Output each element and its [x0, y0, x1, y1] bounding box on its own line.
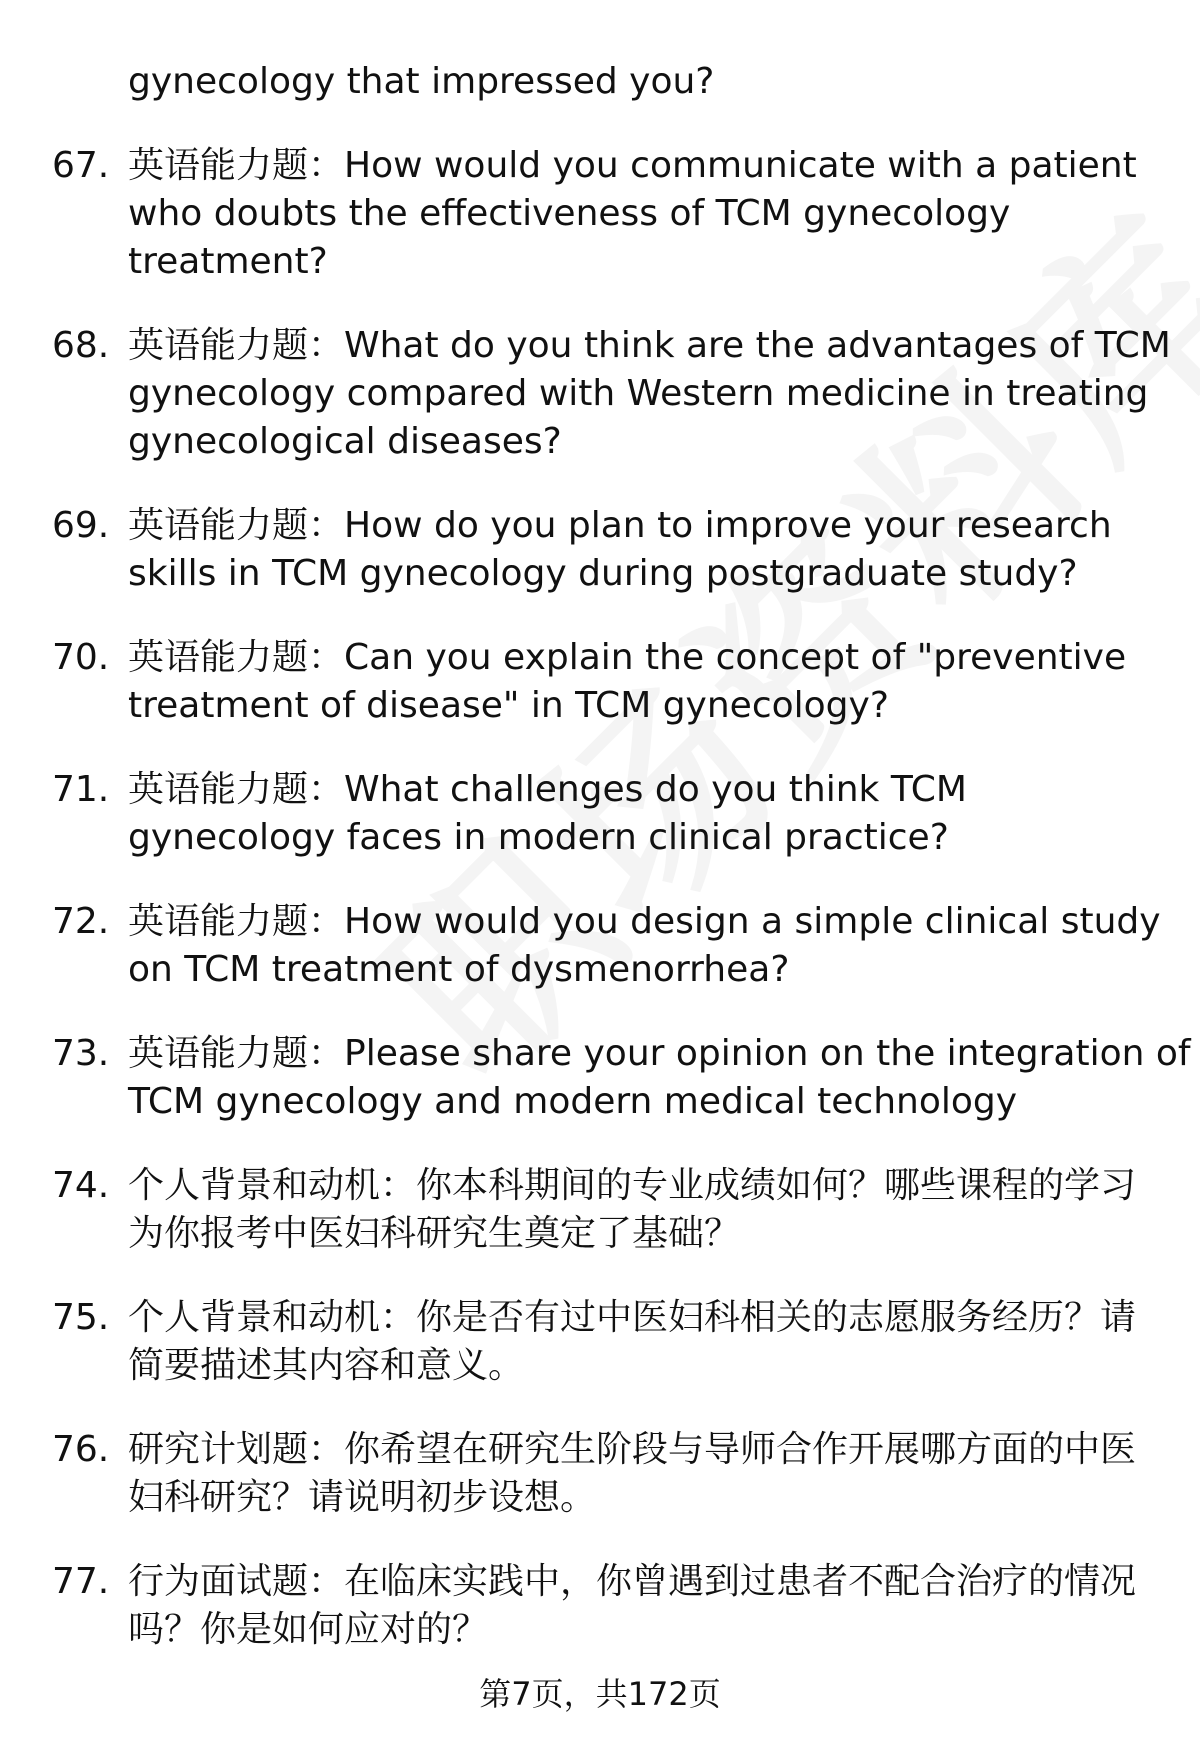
question-line: who doubts the effectiveness of TCM gynecology: [128, 193, 1011, 234]
page-footer: 第7页，共172页: [479, 1675, 721, 1713]
question-text: [128, 1426, 1168, 1522]
question-line: 吗？你是如何应对的？: [128, 1609, 489, 1650]
question-number: 76.: [52, 1429, 110, 1470]
question-line: 英语能力题：Please share your opinion on the integration of: [128, 1033, 1191, 1074]
question-line: TCM gynecology and modern medical technology: [128, 1081, 1018, 1122]
question-text: [128, 322, 1171, 466]
question-line: 研究计划题：你希望在研究生阶段与导师合作开展哪方面的中医: [128, 1429, 1137, 1470]
question-number: 75.: [52, 1297, 110, 1338]
question-text: [128, 1162, 1168, 1258]
question-line: 英语能力题：How would you communicate with a patient: [128, 145, 1137, 186]
question-number: 71.: [52, 769, 110, 810]
question-text: [128, 1558, 1168, 1654]
question-line: 英语能力题：Can you explain the concept of "preventive: [128, 637, 1127, 678]
question-line: 英语能力题：How do you plan to improve your research: [128, 505, 1112, 546]
question-number: 73.: [52, 1033, 110, 1074]
question-line: gynecological diseases?: [128, 421, 562, 462]
question-line: 英语能力题：What do you think are the advantages of TCM: [128, 325, 1171, 366]
continued-question-text: gynecology that impressed you?: [128, 61, 715, 102]
question-text: [128, 1030, 1191, 1126]
question-number: 74.: [52, 1165, 110, 1206]
question-line: skills in TCM gynecology during postgraduate study?: [128, 553, 1078, 594]
question-text: [128, 898, 1168, 994]
question-line: treatment of disease" in TCM gynecology?: [128, 685, 889, 726]
question-number: 77.: [52, 1561, 110, 1602]
question-number: 72.: [52, 901, 110, 942]
question-line: 英语能力题：What challenges do you think TCM: [128, 769, 967, 810]
question-text: [128, 142, 1168, 286]
question-line: 个人背景和动机：你是否有过中医妇科相关的志愿服务经历？请: [128, 1297, 1137, 1338]
question-text: [128, 634, 1168, 730]
question-line: gynecology faces in modern clinical practice?: [128, 817, 949, 858]
question-line: 妇科研究？请说明初步设想。: [128, 1477, 597, 1518]
question-number: 70.: [52, 637, 110, 678]
question-number: 68.: [52, 325, 110, 366]
question-line: 英语能力题：How would you design a simple clinical study: [128, 901, 1161, 942]
question-line: 为你报考中医妇科研究生奠定了基础？: [128, 1213, 741, 1254]
question-line: 个人背景和动机：你本科期间的专业成绩如何？哪些课程的学习: [128, 1165, 1137, 1206]
question-text: [128, 1294, 1168, 1390]
question-number: 69.: [52, 505, 110, 546]
question-line: 简要描述其内容和意义。: [128, 1345, 525, 1386]
question-line: gynecology compared with Western medicine in treating: [128, 373, 1149, 414]
question-number: 67.: [52, 145, 110, 186]
question-text: [128, 766, 1168, 862]
question-line: treatment?: [128, 241, 328, 282]
question-line: on TCM treatment of dysmenorrhea?: [128, 949, 790, 990]
question-text: [128, 502, 1168, 598]
question-line: 行为面试题：在临床实践中，你曾遇到过患者不配合治疗的情况: [128, 1561, 1137, 1602]
